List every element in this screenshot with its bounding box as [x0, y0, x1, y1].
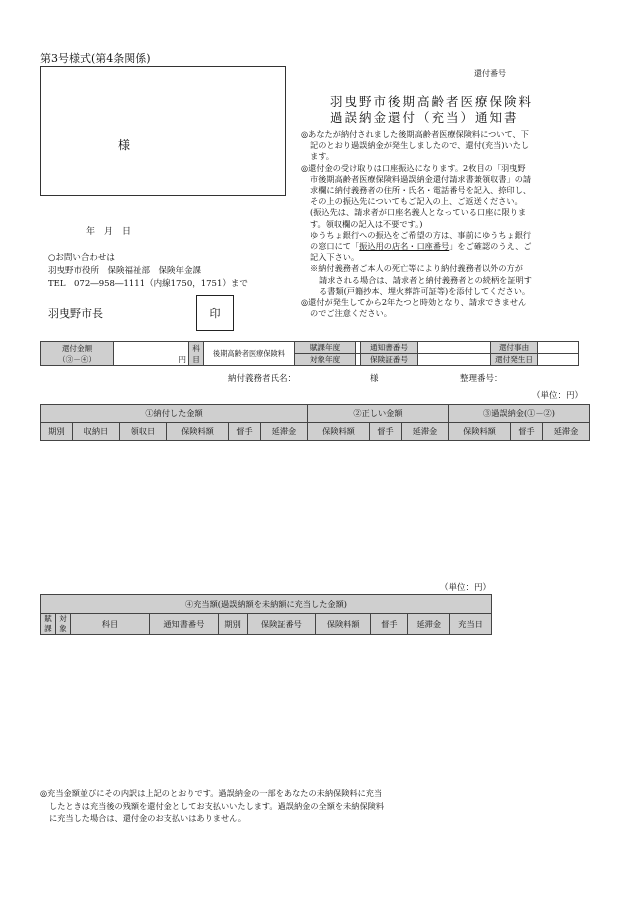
col-header: 保険料額 — [316, 614, 371, 635]
payer-name-label: 納付義務者氏名： — [228, 374, 297, 384]
col-header: 延滞金 — [542, 423, 589, 441]
inquiry-office: 羽曳野市役所 保険福祉部 保険年金課 — [48, 266, 202, 276]
refund-reason-label: 還付事由 — [491, 342, 538, 354]
note-line: 求欄に納付義務者の住所・氏名・電話番号を記入、捺印し、 — [310, 185, 532, 196]
col-header: 充当日 — [450, 614, 492, 635]
insured-number-value — [418, 354, 491, 366]
summary-table — [40, 341, 579, 366]
refund-number-label: 還付番号 — [474, 69, 506, 78]
issuer-name: 羽曳野市長 — [48, 307, 103, 320]
col-header: 延滞金 — [401, 423, 448, 441]
allocation-table — [40, 594, 492, 635]
note-line: の窓口にて「振込用の店名・口座番号」をご確認のうえ、ご — [310, 241, 532, 252]
note-line: 請求される場合は、請求者と納付義務者との続柄を証明す — [319, 274, 532, 285]
note-line: ◎還付金の受け取りは口座振込になります。2枚目の「羽曳野 — [301, 162, 526, 173]
col-header: 期別 — [41, 423, 73, 441]
notice-number-label: 通知書番号 — [361, 342, 418, 354]
inquiry-block — [48, 252, 248, 291]
occur-date-label: 還付発生日 — [491, 354, 538, 366]
col-header: 科目 — [71, 614, 150, 635]
col-header: 通知書番号 — [150, 614, 219, 635]
address-box — [40, 66, 286, 196]
col-header: 領収日 — [119, 423, 166, 441]
note-line: (振込先は、請求者が口座名義人となっている口座に限りま — [310, 207, 527, 218]
note-line: ます。 — [310, 151, 334, 162]
item-label: 科目 — [189, 342, 204, 366]
col-header: 保険料額 — [448, 423, 510, 441]
col-header: 延滞金 — [260, 423, 307, 441]
inquiry-tel: TEL 072―958―1111（内線1750，1751）まで — [48, 279, 248, 289]
col-header-fuka: 賦課 — [41, 614, 56, 635]
col-header: 期別 — [218, 614, 247, 635]
payer-honorific: 様 — [370, 374, 379, 384]
taisho-year-label: 対象年度 — [295, 354, 356, 366]
seal-box — [196, 295, 234, 331]
occur-date-value — [538, 354, 579, 366]
footer-line: に充当した場合は、還付金のお支払いはありません。 — [49, 813, 246, 823]
footer-line: したときは充当後の残額を還付金としてお支払いいたします。過誤納金の全額を未納保険料 — [49, 800, 385, 811]
col-header: 督手 — [370, 423, 402, 441]
addressee-honorific: 様 — [118, 138, 131, 152]
form-number: 第3号様式(第4条関係) — [40, 52, 151, 65]
issue-date: 年 月 日 — [86, 227, 132, 237]
refund-amount-label: 還付金額 （③－④） — [41, 342, 114, 366]
col-header: 保険証番号 — [247, 614, 316, 635]
document-title-line2: 過誤納金還付（充当）通知書 — [330, 110, 519, 125]
col-header: 督手 — [229, 423, 261, 441]
group-correct: ②正しい金額 — [307, 405, 448, 423]
underlined-term: 振込用の店名・口座番号 — [359, 241, 450, 252]
note-line: す。領収欄の記入は不要です。) — [310, 218, 423, 229]
insured-number-label: 保険証番号 — [361, 354, 418, 366]
note-line: のでご注意ください。 — [310, 308, 392, 319]
note-line: ◎還付が発生してから2年たつと時効となり、請求できません — [301, 297, 527, 308]
col-header: 収納日 — [72, 423, 119, 441]
col-header: 延滞金 — [408, 614, 450, 635]
seal-label: 印 — [209, 307, 221, 320]
footer-line: ◎充当金額並びにその内訳は上記のとおりです。過誤納金の一部をあなたの未納保険料に充当 — [40, 788, 383, 798]
col-header: 保険料額 — [166, 423, 228, 441]
note-line: ◎あなたが納付されました後期高齢者医療保険料について、下 — [301, 129, 529, 139]
note-line: その上の振込先についてもご記入の上、ご返送ください。 — [310, 196, 523, 207]
refund-detail-table — [40, 404, 590, 441]
fuka-year-label: 賦課年度 — [295, 342, 356, 354]
note-line: る書類(戸籍抄本、埋火葬許可証等)を添付してください。 — [319, 285, 531, 296]
note-line: 記のとおり過誤納金が発生しましたので、還付(充当)いたし — [310, 140, 530, 151]
note-line: ゆうちょ銀行への振込をご希望の方は、事前にゆうちょ銀行 — [310, 229, 532, 240]
note-line: ※納付義務者ご本人の死亡等により納付義務者以外の方が — [310, 263, 523, 274]
refund-amount-value: 円 — [114, 342, 189, 366]
note-line: 市後期高齢者医療保険料過誤納金還付請求書兼領収書」の請 — [310, 173, 532, 184]
col-header: 督手 — [371, 614, 408, 635]
col-header-taisho: 対象 — [56, 614, 71, 635]
refund-reason-value — [538, 342, 579, 354]
col-header: 督手 — [511, 423, 543, 441]
notice-number-value — [418, 342, 491, 354]
group-overpaid: ③過誤納金(①－②) — [448, 405, 589, 423]
unit-label: （単位：円） — [532, 391, 584, 401]
footer-note — [40, 787, 510, 825]
seiri-number-label: 整理番号： — [460, 374, 503, 384]
item-value: 後期高齢者医療保険料 — [204, 342, 295, 366]
notes-block — [301, 129, 583, 319]
inquiry-heading: ○お問い合わせは — [48, 253, 115, 263]
document-title-line1: 羽曳野市後期高齢者医療保険料 — [330, 94, 534, 109]
group-paid: ①納付した金額 — [41, 405, 308, 423]
unit-label: （単位：円） — [440, 583, 492, 593]
col-header: 保険料額 — [307, 423, 369, 441]
note-line: 記入下さい。 — [310, 252, 360, 263]
allocation-title: ④充当額(過誤納額を未納額に充当した金額) — [41, 595, 492, 614]
